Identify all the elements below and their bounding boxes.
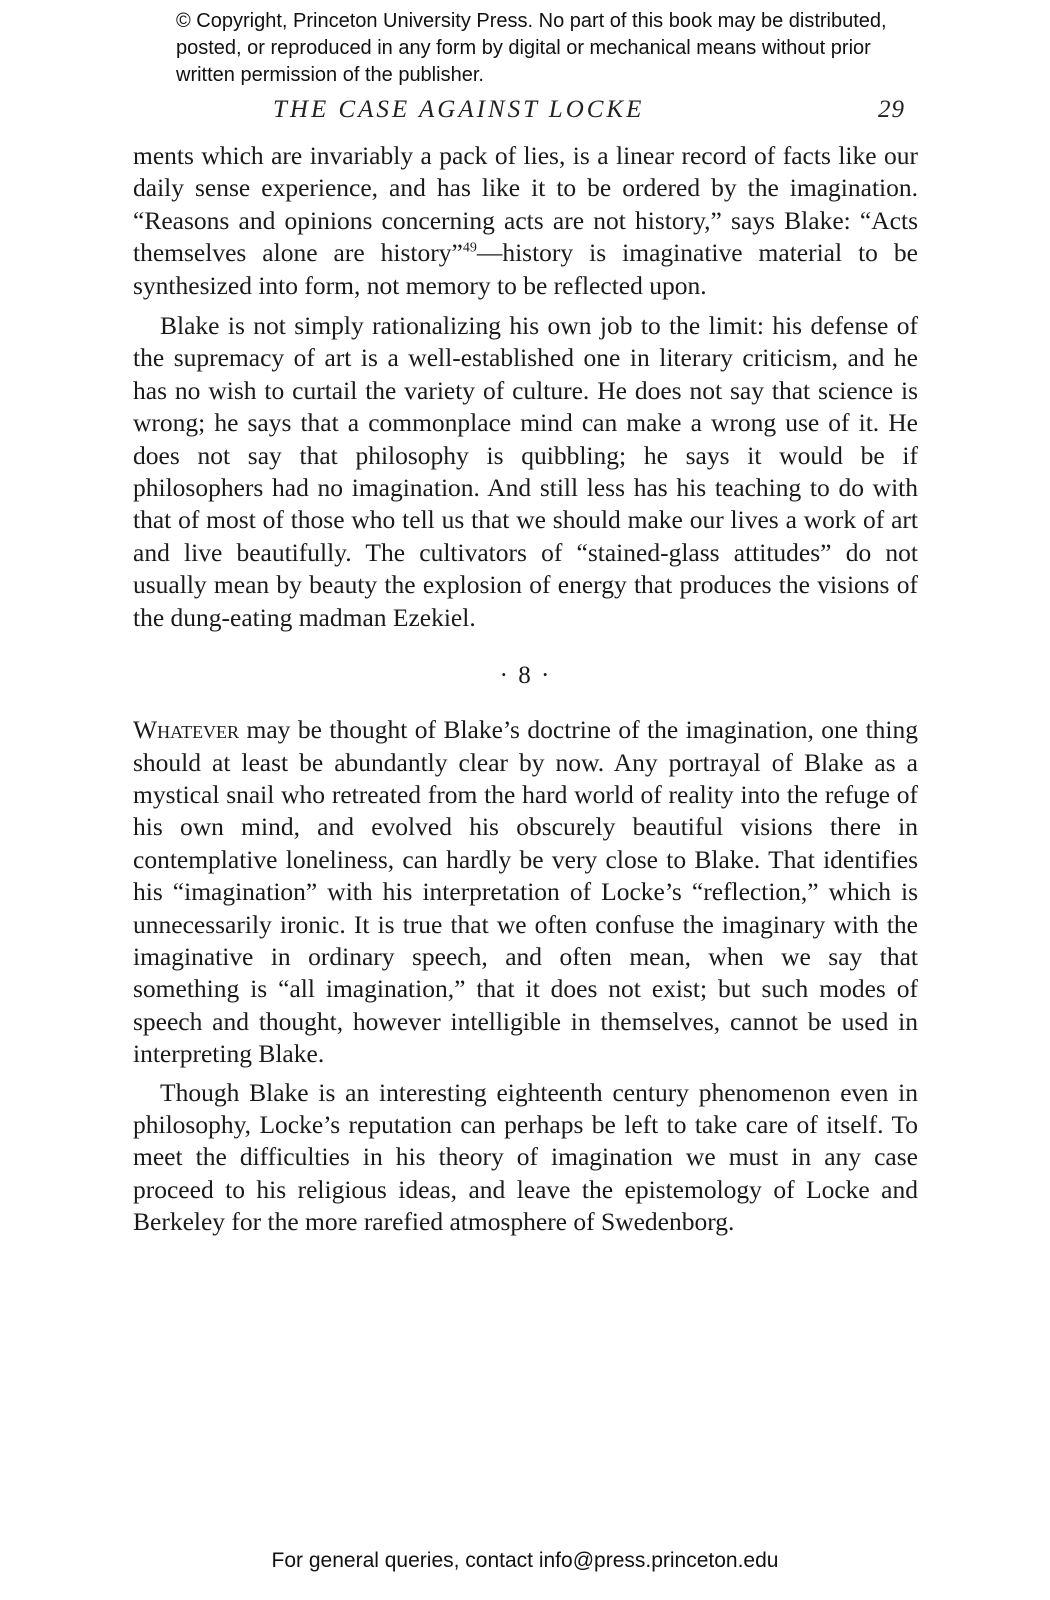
- paragraph-text: —history is imaginative material to be synthesized into form, not memory to be reflected upon.: [133, 238, 918, 300]
- opening-small-caps: Whatever: [133, 715, 240, 745]
- copyright-notice: © Copyright, Princeton University Press. No part of this book may be distributed, posted, or reproduced in any form by digital or mechanical means without prior written permission of the publisher.: [176, 10, 887, 86]
- paragraph: Blake is not simply rationalizing his own job to the limit: his defense of the supremacy of art is a well-established one in literary criticism, and he has no wish to curtail the variety of culture. He does not say that science is wrong; he says that a commonplace mind can make a wrong use of it. He does not say that philosophy is quibbling; he says it would be if philosophers had no imagination. And still less has his teaching to do with that of most of those who tell us that we should make our lives a work of art and live beautifully. The cultivators of “stained-glass attitudes” do not usually mean by beauty the explosion of energy that produces the visions of the dung-eating madman Ezekiel.: [133, 311, 918, 632]
- running-head-title: THE CASE AGAINST LOCKE: [273, 96, 645, 123]
- page-number: 29: [878, 96, 905, 123]
- paragraph-continued: [133, 140, 918, 302]
- section-number: · 8 ·: [499, 662, 552, 690]
- page-body: [133, 140, 918, 1239]
- paragraph: Though Blake is an interesting eighteenth century phenomenon even in philosophy, Locke’s reputation can perhaps be left to take care of itself. To meet the difficulties in his theory of imagination we must in any case proceed to his religious ideas, and leave the epistemology of Locke and Berkeley for the more rarefied atmosphere of Swedenborg.: [133, 1077, 918, 1237]
- paragraph-section-opening: [133, 714, 918, 1070]
- paragraph-text: ments which are invariably a pack of lies, is a linear record of facts like our daily sense experience, and has like it to be ordered by the imagination. “Reasons and opinions concerning acts are not history,” says Blake: “Acts themselves alone are history”: [133, 141, 918, 268]
- footer-contact: For general queries, contact info@press.princeton.edu: [271, 1549, 779, 1572]
- paragraph-text: may be thought of Blake’s doctrine of the imagination, one thing should at least be abundantly clear by now. Any portrayal of Blake as a mystical snail who retreated from the hard world of reality into the refuge of his own mind, and evolved his obscurely beautiful visions there in contemplative loneliness, can hardly be very close to Blake. That identifies his “imagination” with his interpretation of Locke’s “reflection,” which is unnecessarily ironic. It is true that we often confuse the imaginary with the imaginative in ordinary speech, and often mean, when we say that something is “all imagination,” that it does not exist; but such modes of speech and thought, however intelligible in themselves, cannot be used in interpreting Blake.: [133, 715, 918, 1069]
- running-head: [133, 96, 917, 130]
- footnote-reference: 49: [462, 240, 477, 256]
